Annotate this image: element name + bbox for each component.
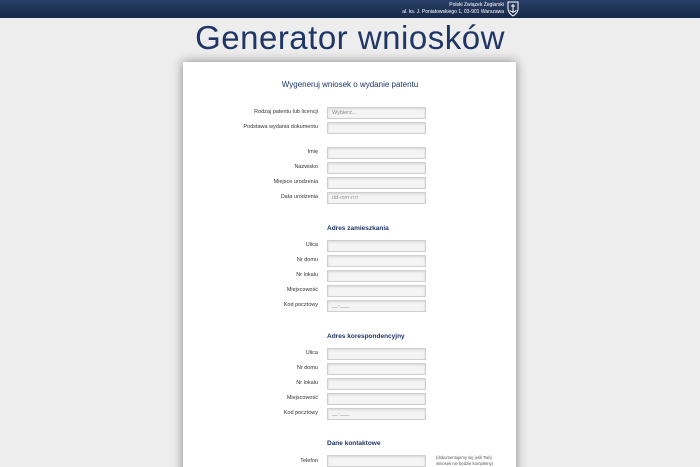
corr-city-input[interactable] <box>327 393 426 405</box>
pzz-anchor-emblem-icon[interactable] <box>506 1 520 17</box>
corr-zip-code-label: Kod pocztowy <box>283 410 318 416</box>
corr-apartment-number-input[interactable] <box>327 378 426 390</box>
corr-street-input[interactable] <box>327 348 426 360</box>
last-name-input[interactable] <box>327 162 426 174</box>
street-input[interactable] <box>327 240 426 252</box>
birth-date-label: Data urodzenia <box>280 194 318 200</box>
patent-type-label: Rodzaj patentu lub licencji <box>254 109 318 115</box>
street-label: Ulica <box>305 242 318 248</box>
first-name-label: Imię <box>307 149 318 155</box>
first-name-input[interactable] <box>327 147 426 159</box>
patent-type-select[interactable]: Wybierz... <box>327 107 426 119</box>
phone-hint: (dokumentujemy się jeśli Twój wniosek nie będzie kompletny) <box>436 455 494 466</box>
corr-street-label: Ulica <box>305 350 318 356</box>
house-number-input[interactable] <box>327 255 426 267</box>
last-name-label: Nazwisko <box>294 164 318 170</box>
org-address: al. ks. J. Poniatowskiego 1, 03-901 Warszawa <box>402 9 504 15</box>
org-info <box>402 2 504 16</box>
apartment-number-input[interactable] <box>327 270 426 282</box>
house-number-label: Nr domu <box>296 257 318 263</box>
zip-code-input[interactable]: __-___ <box>327 300 426 312</box>
corr-city-label: Miejscowość <box>286 395 318 401</box>
corr-apartment-number-label: Nr lokalu <box>296 380 318 386</box>
contact-heading: Dane kontaktowe <box>327 440 381 447</box>
address-heading: Adres zamieszkania <box>327 225 389 232</box>
birth-place-label: Miejsce urodzenia <box>273 179 318 185</box>
basis-label: Podstawa wydania dokumentu <box>243 124 318 130</box>
org-name: Polski Związek Żeglarski <box>449 2 504 8</box>
birth-place-input[interactable] <box>327 177 426 189</box>
top-bar <box>0 0 700 18</box>
corr-zip-code-input[interactable]: __-___ <box>327 408 426 420</box>
page-title: Generator wniosków <box>195 19 505 56</box>
form-title: Wygeneruj wniosek o wydanie patentu <box>281 80 419 89</box>
apartment-number-label: Nr lokalu <box>296 272 318 278</box>
corr-house-number-label: Nr domu <box>296 365 318 371</box>
zip-code-label: Kod pocztowy <box>283 302 318 308</box>
corr-house-number-input[interactable] <box>327 363 426 375</box>
phone-label: Telefon <box>300 458 318 464</box>
city-label: Miejscowość <box>286 287 318 293</box>
basis-input[interactable] <box>327 122 426 134</box>
birth-date-input[interactable]: dd-mm-rrrr <box>327 192 426 204</box>
corr-address-heading: Adres korespondencyjny <box>327 333 405 340</box>
phone-input[interactable] <box>327 455 426 467</box>
city-input[interactable] <box>327 285 426 297</box>
